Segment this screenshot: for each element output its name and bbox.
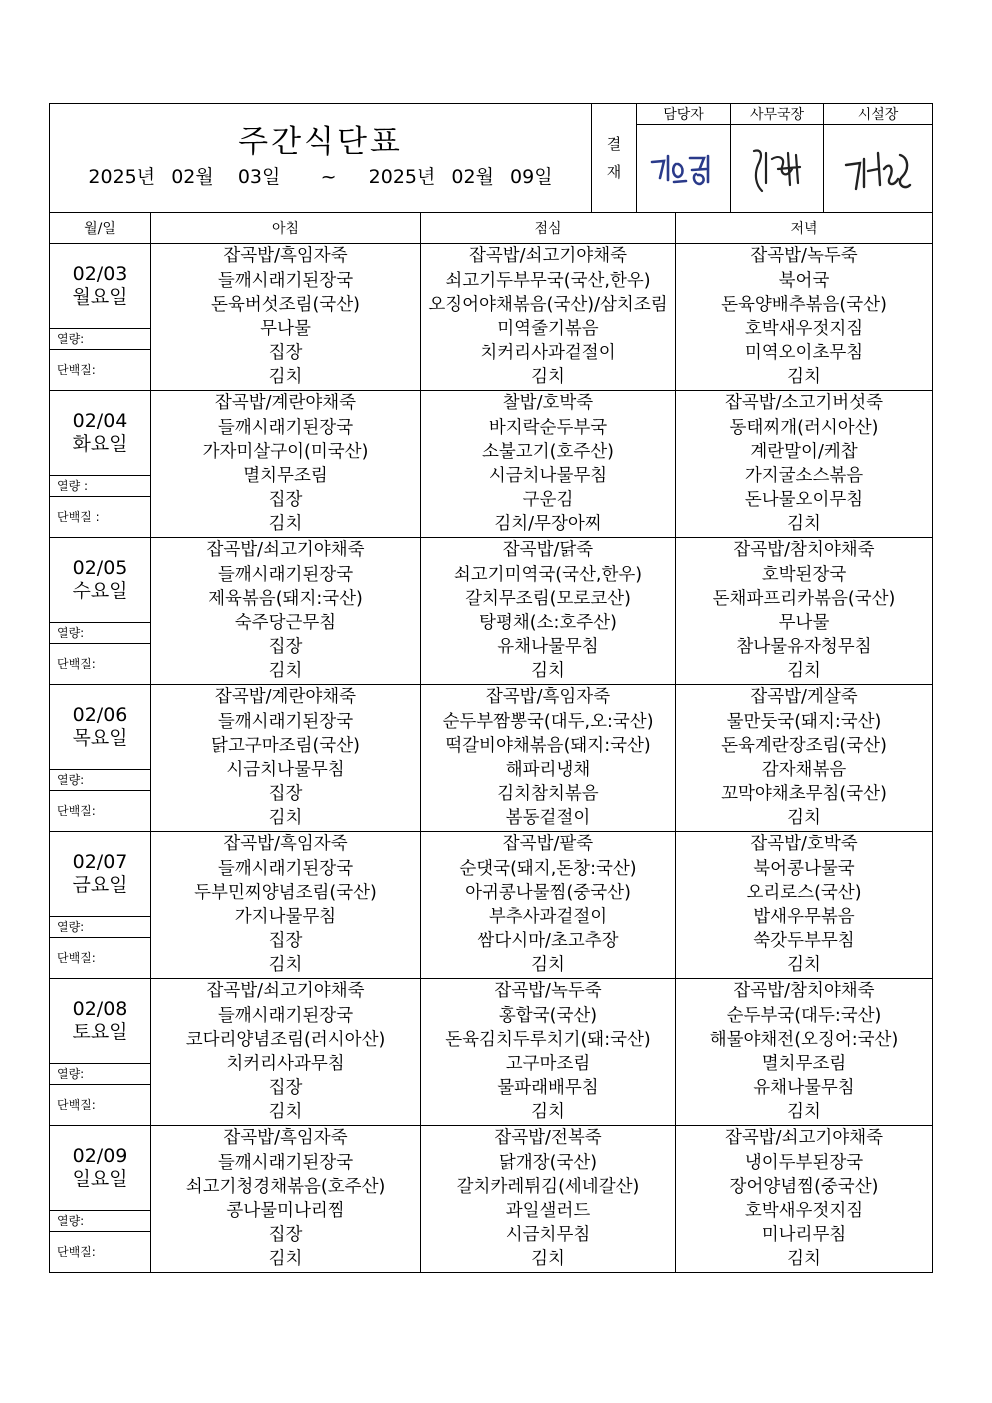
- day-date: 02/08: [72, 998, 128, 1020]
- table-row: [50, 685, 933, 832]
- menu-item: 가지나물무침: [234, 907, 337, 927]
- lunch-cell: [421, 685, 676, 832]
- day-info: [50, 1126, 150, 1272]
- menu-item: 잡곡밥/쇠고기야채죽: [206, 981, 365, 1002]
- day-name: [50, 1126, 150, 1211]
- menu-item: 들깨시래기된장국: [217, 564, 354, 585]
- breakfast-cell: [151, 1126, 421, 1273]
- calorie-label: 열량:: [50, 1064, 150, 1085]
- lunch-cell: [421, 244, 676, 391]
- menu-item: 잡곡밥/쇠고기야채죽: [206, 540, 365, 561]
- lunch-cell: [421, 538, 676, 685]
- day-weekday: 토요일: [72, 1021, 128, 1043]
- menu-item: 김치: [787, 955, 821, 976]
- dinner-cell: [676, 391, 933, 538]
- lunch-cell: [421, 832, 676, 979]
- day-info: [50, 685, 150, 831]
- day-weekday: 월요일: [72, 286, 128, 308]
- menu-item: 계란말이/케찹: [750, 441, 858, 462]
- menu-item: 집장: [268, 1225, 303, 1246]
- dinner-cell: [676, 685, 933, 832]
- menu-item: 냉이두부된장국: [744, 1152, 864, 1173]
- table-row: [50, 832, 933, 979]
- menu-item: 물파래배무침: [497, 1078, 599, 1099]
- menu-item: 시금치무침: [505, 1225, 591, 1246]
- menu-item: 잡곡밥/호박죽: [750, 834, 858, 855]
- menu-item: 김치: [531, 955, 565, 976]
- menu-item: 닭고구마조림(국산): [211, 735, 360, 756]
- day-cell: [50, 244, 151, 391]
- menu-item: 찰밥/호박죽: [502, 393, 594, 414]
- menu-item: 돈육계란장조림(국산): [721, 735, 887, 756]
- menu-item: 쇠고기미역국(국산,한우): [453, 564, 643, 585]
- menu-item: 제육볶음(돼지:국산): [208, 588, 363, 609]
- day-name: [50, 832, 150, 917]
- day-cell: [50, 979, 151, 1126]
- day-cell: [50, 391, 151, 538]
- menu-item: 순댓국(돼지,돈창:국산): [459, 858, 637, 879]
- menu-item: 오징어야채볶음(국산)/삼치조림: [428, 294, 668, 315]
- signature-manager: [637, 125, 731, 213]
- day-weekday: 목요일: [72, 727, 128, 749]
- calorie-label: 열량:: [50, 1211, 150, 1232]
- breakfast-cell: [151, 685, 421, 832]
- day-name: [50, 538, 150, 623]
- day-info: [50, 979, 150, 1125]
- menu-item: 김치/무장아찌: [494, 514, 602, 535]
- menu-item: 유채나물무침: [753, 1078, 855, 1099]
- menu-item: 쑥갓두부무침: [753, 931, 855, 952]
- calorie-label: 열량 :: [50, 476, 150, 497]
- menu-item: 코다리양념조림(러시아산): [185, 1029, 386, 1050]
- menu-item: 집장: [268, 637, 303, 658]
- menu-item: 잡곡밥/쇠고기야채죽: [468, 246, 628, 267]
- menu-item: 과일샐러드: [505, 1201, 591, 1221]
- menu-item: 쇠고기청경채볶음(호주산): [185, 1176, 386, 1197]
- column-dinner: 저녁: [676, 213, 933, 244]
- menu-item: 북어국: [778, 270, 830, 291]
- menu-item: 김치: [787, 1102, 821, 1123]
- menu-item: 잡곡밥/소고기버섯죽: [724, 393, 884, 414]
- menu-item: 고구마조림: [505, 1054, 591, 1074]
- menu-item: 아귀콩나물찜(중국산): [465, 882, 631, 903]
- menu-item: 김치: [531, 1249, 565, 1270]
- protein-label: 단백질:: [57, 363, 96, 377]
- menu-item: 들깨시래기된장국: [217, 858, 354, 879]
- role-facility-director: 시설장: [824, 104, 933, 125]
- menu-item: 잡곡밥/팥죽: [502, 834, 594, 855]
- menu-item: 닭개장(국산): [498, 1152, 598, 1173]
- role-manager: 담당자: [637, 104, 731, 125]
- dinner-cell: [676, 244, 933, 391]
- menu-item: 오리로스(국산): [746, 882, 862, 903]
- day-date: 02/06: [72, 704, 128, 726]
- breakfast-cell: [151, 538, 421, 685]
- menu-item: 잡곡밥/쇠고기야채죽: [724, 1128, 884, 1149]
- column-header-row: [50, 213, 933, 244]
- menu-item: 시금치나물무침: [226, 760, 345, 780]
- menu-item: 김치: [787, 1249, 821, 1270]
- calorie-label: 열량:: [50, 329, 150, 350]
- menu-item: 김치: [268, 1249, 303, 1270]
- signature-office-director-image: [742, 139, 812, 199]
- menu-item: 치커리사과무침: [226, 1054, 345, 1074]
- menu-item: 잡곡밥/흑임자죽: [223, 1128, 348, 1149]
- menu-item: 집장: [268, 784, 303, 805]
- protein-label: 단백질:: [57, 1245, 96, 1259]
- lunch-cell: [421, 1126, 676, 1273]
- menu-item: 김치: [268, 808, 303, 829]
- menu-item: 참나물유자청무침: [736, 637, 872, 658]
- menu-item: 꼬막야채초무침(국산): [721, 784, 887, 805]
- menu-item: 잡곡밥/닭죽: [502, 540, 594, 561]
- title-cell: [50, 104, 592, 213]
- signature-facility-director: [824, 125, 933, 213]
- menu-item: 잡곡밥/흑임자죽: [485, 687, 611, 708]
- menu-item: 콩나물미나리찜: [226, 1201, 345, 1221]
- menu-item: 김치: [787, 514, 821, 535]
- menu-item: 김치: [268, 514, 303, 535]
- menu-item: 김치: [531, 1102, 565, 1123]
- protein-label: 단백질:: [57, 657, 96, 671]
- day-cell: [50, 685, 151, 832]
- menu-item: 미역줄기볶음: [497, 319, 599, 339]
- menu-item: 집장: [268, 1078, 303, 1099]
- day-name: [50, 979, 150, 1064]
- menu-item: 잡곡밥/전복죽: [494, 1128, 602, 1149]
- dinner-cell: [676, 979, 933, 1126]
- day-date: 02/04: [72, 410, 128, 432]
- role-office-director: 사무국장: [731, 104, 824, 125]
- day-weekday: 일요일: [72, 1168, 128, 1190]
- dinner-cell: [676, 538, 933, 685]
- menu-item: 순두부국(대두:국산): [726, 1005, 882, 1026]
- menu-item: 소불고기(호주산): [482, 441, 614, 462]
- menu-item: 치커리사과겉절이: [480, 343, 616, 364]
- menu-item: 돈육양배추볶음(국산): [721, 294, 887, 315]
- menu-body: [50, 244, 933, 1273]
- menu-item: 잡곡밥/계란야채죽: [214, 393, 357, 414]
- menu-item: 잡곡밥/흑임자죽: [223, 246, 348, 267]
- menu-item: 부추사과겉절이: [488, 907, 608, 927]
- column-lunch: 점심: [421, 213, 676, 244]
- signature-facility-director-image: [838, 139, 918, 199]
- period-range: 2025년 02월 03일 ~ 2025년 02월 09일: [88, 166, 553, 188]
- menu-item: 김치: [787, 661, 821, 682]
- menu-item: 집장: [268, 931, 303, 952]
- menu-item: 봄동겉절이: [505, 808, 591, 829]
- menu-item: 집장: [268, 343, 303, 364]
- lunch-cell: [421, 391, 676, 538]
- column-date: 월/일: [50, 213, 151, 244]
- menu-item: 물만둣국(돼지:국산): [726, 711, 882, 732]
- menu-item: 김치: [787, 808, 821, 829]
- breakfast-cell: [151, 832, 421, 979]
- menu-item: 미나리무침: [761, 1225, 847, 1246]
- protein-label: 단백질:: [57, 804, 96, 818]
- menu-item: 잡곡밥/흑임자죽: [223, 834, 348, 855]
- menu-item: 떡갈비야채볶음(돼지:국산): [445, 735, 651, 756]
- page-title: 주간식단표: [238, 124, 403, 160]
- day-date: 02/03: [72, 263, 128, 285]
- day-info: [50, 538, 150, 684]
- menu-item: 홍합국(국산): [498, 1005, 598, 1026]
- menu-item: 무나물: [260, 319, 311, 339]
- menu-item: 무나물: [778, 613, 830, 633]
- menu-item: 김치: [531, 367, 565, 388]
- day-weekday: 수요일: [72, 580, 128, 602]
- menu-item: 미역오이초무침: [744, 343, 864, 364]
- menu-item: 가지굴소스볶음: [744, 466, 864, 486]
- menu-item: 탕평채(소:호주산): [479, 613, 617, 633]
- dinner-cell: [676, 832, 933, 979]
- dinner-cell: [676, 1126, 933, 1273]
- menu-item: 잡곡밥/게살죽: [750, 687, 858, 708]
- menu-item: 시금치나물무침: [488, 466, 608, 486]
- menu-item: 밥새우무볶음: [753, 907, 855, 927]
- menu-item: 돈채파프리카볶음(국산): [712, 588, 896, 609]
- menu-item: 김치: [268, 661, 303, 682]
- calorie-label: 열량:: [50, 623, 150, 644]
- menu-item: 김치: [268, 367, 303, 388]
- breakfast-cell: [151, 391, 421, 538]
- table-row: [50, 538, 933, 685]
- menu-item: 김치: [531, 661, 565, 682]
- signature-manager-image: [644, 144, 724, 194]
- lunch-cell: [421, 979, 676, 1126]
- menu-item: 김치: [268, 955, 303, 976]
- menu-item: 멸치무조림: [761, 1054, 847, 1074]
- menu-item: 김치: [787, 367, 821, 388]
- menu-item: 두부민찌양념조림(국산): [194, 882, 377, 903]
- weekly-menu-table: [49, 212, 933, 1273]
- calorie-label: 열량:: [50, 917, 150, 938]
- menu-item: 돈육버섯조림(국산): [211, 294, 360, 315]
- menu-item: 갈치카레튀김(세네갈산): [456, 1176, 640, 1197]
- menu-item: 들깨시래기된장국: [217, 270, 354, 291]
- day-info: [50, 832, 150, 978]
- menu-item: 쇠고기두부무국(국산,한우): [445, 270, 651, 291]
- menu-item: 가자미살구이(미국산): [202, 441, 369, 462]
- breakfast-cell: [151, 979, 421, 1126]
- day-date: 02/07: [72, 851, 128, 873]
- table-row: [50, 1126, 933, 1273]
- menu-item: 잡곡밥/녹두죽: [494, 981, 602, 1002]
- approval-text: 결 재: [606, 135, 622, 181]
- menu-item: 잡곡밥/참치야채죽: [733, 540, 875, 561]
- menu-item: 해물야채전(오징어:국산): [709, 1029, 899, 1050]
- menu-item: 돈나물오이무침: [744, 490, 864, 511]
- header-table: [49, 103, 933, 213]
- menu-item: 돈육김치두루치기(돼:국산): [445, 1029, 651, 1050]
- menu-item: 북어콩나물국: [753, 858, 855, 879]
- day-name: [50, 685, 150, 770]
- day-date: 02/09: [72, 1145, 128, 1167]
- table-row: [50, 979, 933, 1126]
- menu-item: 들깨시래기된장국: [217, 417, 354, 438]
- menu-item: 해파리냉채: [505, 760, 591, 780]
- menu-item: 김치: [268, 1102, 303, 1123]
- menu-item: 들깨시래기된장국: [217, 1005, 354, 1026]
- day-info: [50, 244, 150, 390]
- day-info: [50, 391, 150, 537]
- menu-item: 들깨시래기된장국: [217, 1152, 354, 1173]
- protein-label: 단백질 :: [57, 510, 100, 524]
- protein-label: 단백질:: [57, 951, 96, 965]
- day-weekday: 화요일: [72, 433, 128, 455]
- breakfast-cell: [151, 244, 421, 391]
- calorie-label: 열량:: [50, 770, 150, 791]
- day-cell: [50, 832, 151, 979]
- protein-label: 단백질:: [57, 1098, 96, 1112]
- table-row: [50, 391, 933, 538]
- menu-item: 호박새우젓지짐: [744, 1201, 864, 1221]
- menu-item: 바지락순두부국: [488, 417, 608, 438]
- menu-item: 잡곡밥/녹두죽: [750, 246, 858, 267]
- menu-item: 장어양념찜(중국산): [729, 1176, 879, 1197]
- signature-office-director: [731, 125, 824, 213]
- menu-item: 동태찌개(러시아산): [729, 417, 879, 438]
- menu-item: 호박새우젓지짐: [744, 319, 864, 339]
- menu-item: 호박된장국: [761, 564, 847, 585]
- day-cell: [50, 538, 151, 685]
- menu-sheet: [49, 103, 932, 1273]
- day-cell: [50, 1126, 151, 1273]
- table-row: [50, 244, 933, 391]
- day-date: 02/05: [72, 557, 128, 579]
- menu-item: 쌈다시마/초고추장: [477, 931, 619, 952]
- menu-item: 갈치무조림(모로코산): [465, 588, 631, 609]
- menu-item: 들깨시래기된장국: [217, 711, 354, 732]
- menu-item: 집장: [268, 490, 303, 511]
- menu-item: 감자채볶음: [761, 760, 847, 780]
- approval-label: [592, 104, 637, 213]
- menu-item: 유채나물무침: [497, 637, 599, 658]
- column-breakfast: 아침: [151, 213, 421, 244]
- menu-item: 구운김: [522, 490, 574, 511]
- day-weekday: 금요일: [72, 874, 128, 896]
- menu-item: 김치참치볶음: [497, 784, 599, 805]
- menu-item: 순두부짬뽕국(대두,오:국산): [442, 711, 654, 732]
- menu-item: 잡곡밥/참치야채죽: [733, 981, 875, 1002]
- menu-item: 숙주당근무침: [234, 613, 337, 633]
- day-name: [50, 244, 150, 329]
- menu-item: 멸치무조림: [243, 466, 328, 486]
- day-name: [50, 391, 150, 476]
- menu-item: 잡곡밥/계란야채죽: [214, 687, 357, 708]
